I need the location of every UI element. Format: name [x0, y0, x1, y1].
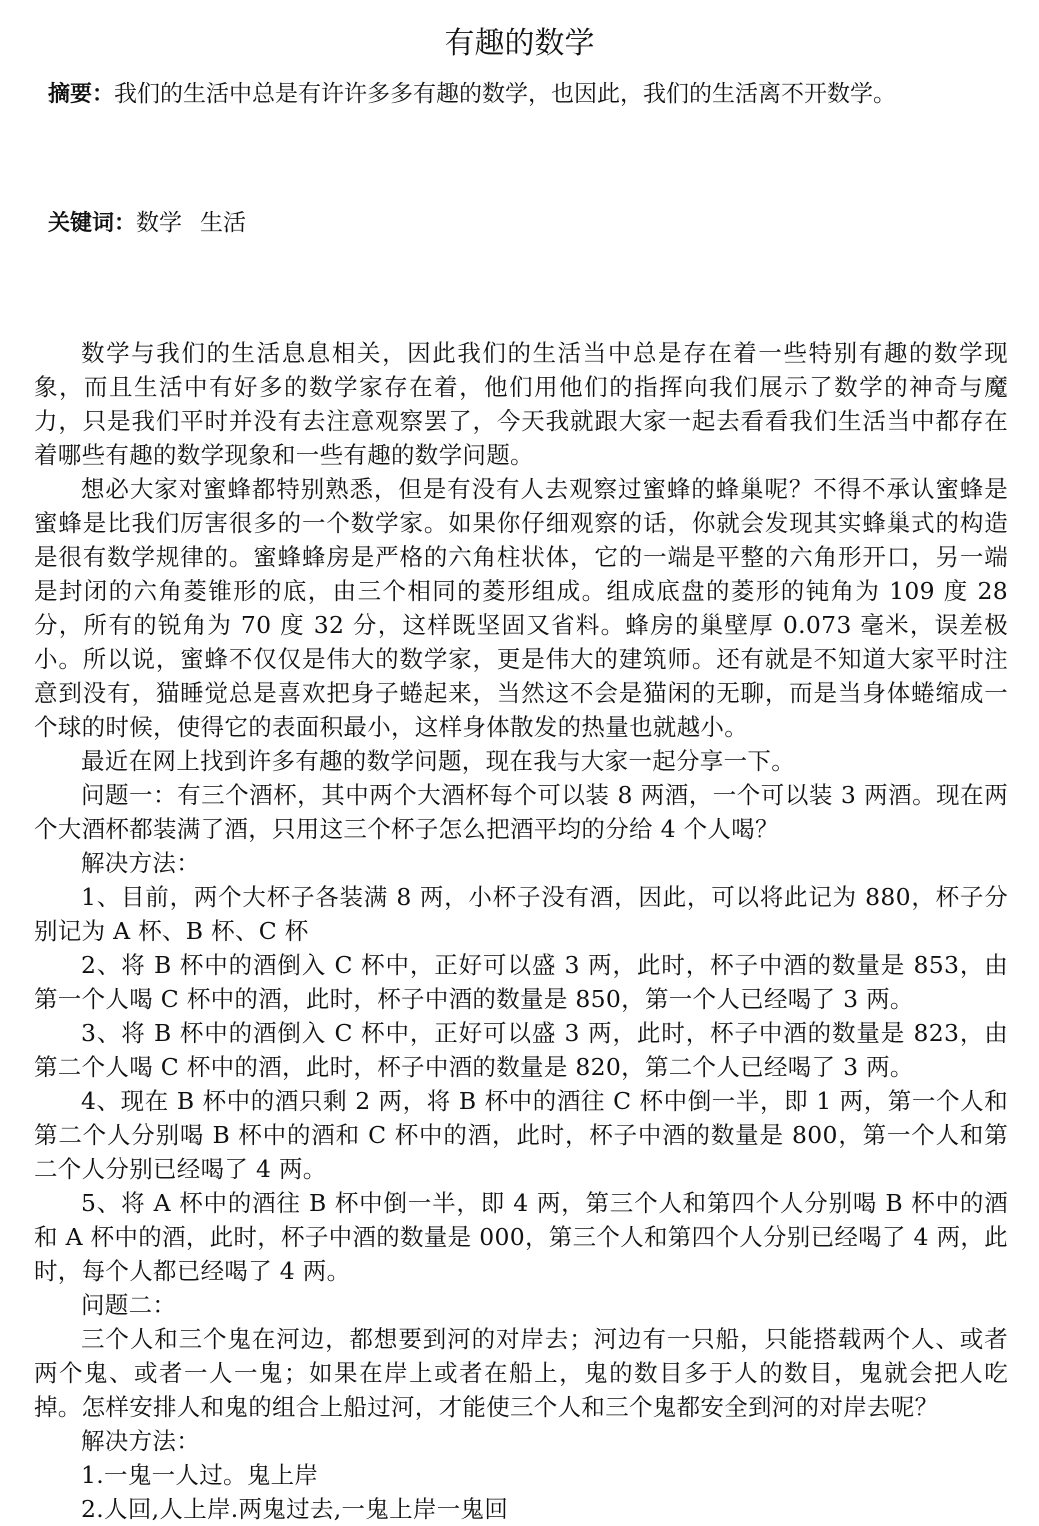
- problem-one: 问题一：有三个酒杯，其中两个大酒杯每个可以装 8 两酒，一个可以装 3 两酒。现在两个大酒杯都装满了酒，只用这三个杯子怎么把酒平均的分给 4 个人喝？: [34, 781, 1008, 843]
- solution-heading: 解决方法：: [81, 1427, 200, 1455]
- keywords: [48, 201, 1008, 246]
- paragraph: 最近在网上找到许多有趣的数学问题，现在我与大家一起分享一下。: [81, 747, 795, 775]
- abstract-text: 我们的生活中总是有许许多多有趣的数学，也因此，我们的生活离不开数学。: [114, 81, 897, 107]
- solution-step: 4、现在 B 杯中的酒只剩 2 两，将 B 杯中的酒往 C 杯中倒一半，即 1 两，第一个人和第二个人分别喝 B 杯中的酒和 C 杯中的酒，此时，杯子中酒的数量是 800，第一个人和第二个人分别已经喝了 4 两。: [34, 1087, 1008, 1183]
- paragraph: 想必大家对蜜蜂都特别熟悉，但是有没有人去观察过蜜蜂的蜂巢呢？不得不承认蜜蜂是蜜蜂是比我们厉害很多的一个数学家。如果你仔细观察的话，你就会发现其实蜂巢式的构造是很有数学规律的。蜜蜂蜂房是严格的六角柱状体，它的一端是平整的六角形开口，另一端是封闭的六角菱锥形的底，由三个相同的菱形组成。组成底盘的菱形的钝角为 109 度 28 分，所有的锐角为 70 度 32 分，这样既坚固又省料。蜂房的巢壁厚 0.073 毫米，误差极小。所以说，蜜蜂不仅仅是伟大的数学家，更是伟大的建筑师。还有就是不知道大家平时注意到没有，猫睡觉总是喜欢把身子蜷起来，当然这不会是猫闲的无聊，而是当身体蜷缩成一个球的时候，使得它的表面积最小，这样身体散发的热量也就越小。: [34, 475, 1008, 741]
- abstract-label: 摘要：: [48, 82, 115, 107]
- solution-heading: 解决方法：: [81, 849, 200, 877]
- body-text: [34, 336, 1008, 1526]
- solution-step: 2、将 B 杯中的酒倒入 C 杯中，正好可以盛 3 两，此时，杯子中酒的数量是 853，由第一个人喝 C 杯中的酒，此时，杯子中酒的数量是 850，第一个人已经喝了 3 两。: [34, 951, 1008, 1013]
- problem-two-heading: 问题二：: [81, 1291, 177, 1319]
- keyword-item: 数学: [136, 210, 183, 236]
- solution-step: 5、将 A 杯中的酒往 B 杯中倒一半，即 4 两，第三个人和第四个人分别喝 B 杯中的酒和 A 杯中的酒，此时，杯子中酒的数量是 000，第三个人和第四个人分别已经喝了 4 两，此时，每个人都已经喝了 4 两。: [34, 1189, 1008, 1285]
- solution-step: 2.人回,人上岸.两鬼过去,一鬼上岸一鬼回: [81, 1495, 509, 1523]
- problem-two: 三个人和三个鬼在河边，都想要到河的对岸去；河边有一只船，只能搭载两个人、或者两个鬼、或者一人一鬼；如果在岸上或者在船上，鬼的数目多于人的数目，鬼就会把人吃掉。怎样安排人和鬼的组合上船过河，才能使三个人和三个鬼都安全到河的对岸去呢？: [34, 1325, 1008, 1421]
- document-title: 有趣的数学: [444, 26, 595, 61]
- keyword-item: 生活: [200, 210, 247, 236]
- keywords-label: 关键词：: [48, 211, 137, 236]
- solution-step: 3、将 B 杯中的酒倒入 C 杯中，正好可以盛 3 两，此时，杯子中酒的数量是 823，由第二个人喝 C 杯中的酒，此时，杯子中酒的数量是 820，第二个人已经喝了 3 两。: [34, 1019, 1008, 1081]
- solution-step: 1、目前，两个大杯子各装满 8 两，小杯子没有酒，因此，可以将此记为 880，杯子分别记为 A 杯、B 杯、C 杯: [34, 883, 1008, 945]
- abstract: [48, 72, 1008, 117]
- solution-step: 1.一鬼一人过。鬼上岸: [81, 1461, 319, 1489]
- paragraph: 数学与我们的生活息息相关，因此我们的生活当中总是存在着一些特别有趣的数学现象，而且生活中有好多的数学家存在着，他们用他们的指挥向我们展示了数学的神奇与魔力，只是我们平时并没有去注意观察罢了，今天我就跟大家一起去看看我们生活当中都存在着哪些有趣的数学现象和一些有趣的数学问题。: [34, 339, 1008, 469]
